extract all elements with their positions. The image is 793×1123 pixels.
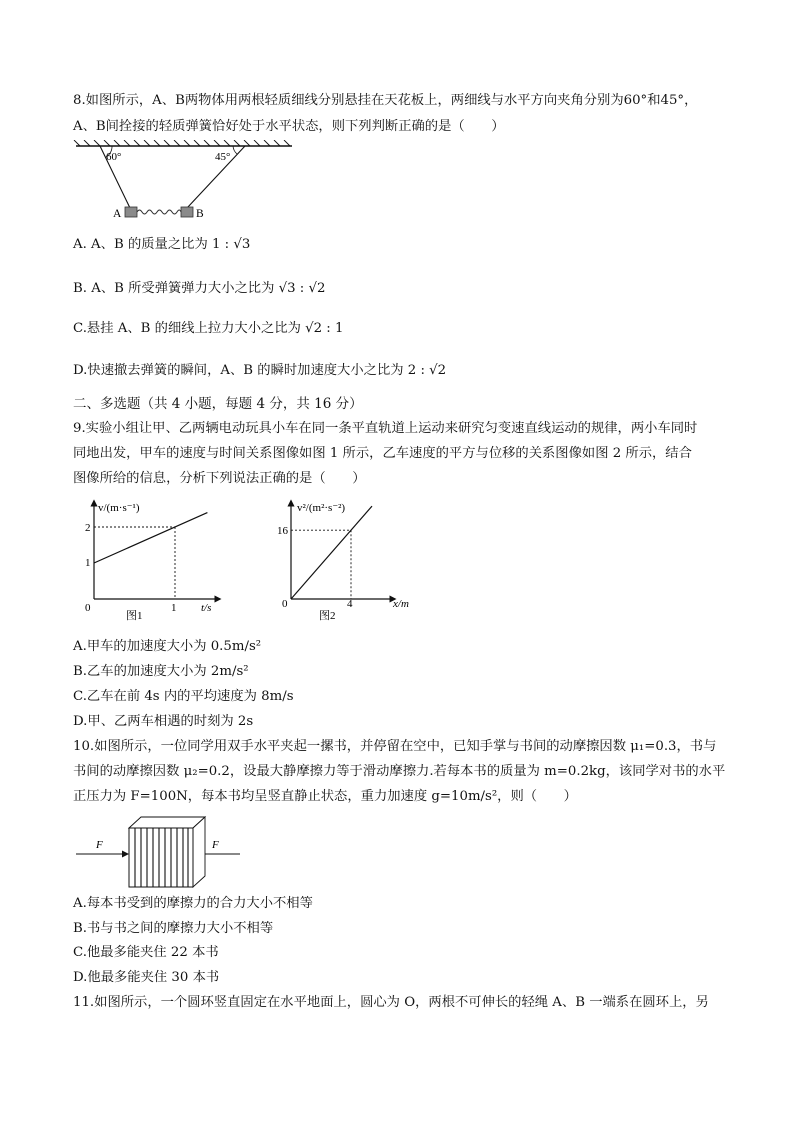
spring: [137, 210, 181, 214]
q10-option-d: D.他最多能夹住 30 本书: [73, 970, 220, 985]
q9-line-3: 图像所给的信息，分析下列说法正确的是（ ）: [73, 471, 366, 486]
q10-figure: [72, 808, 242, 893]
fig2-ylabel: v²/(m²·s⁻²): [297, 502, 346, 514]
fig1-caption: 图1: [126, 610, 143, 622]
fig1-chart: [70, 495, 240, 625]
angle-45-label: 45°: [215, 151, 231, 163]
q10-option-c: C.他最多能夹住 22 本书: [73, 945, 219, 960]
q8-option-b: B. A、B 所受弹簧弹力大小之比为 √3 : √2: [73, 281, 326, 296]
q9-option-d: D.甲、乙两车相遇的时刻为 2s: [73, 714, 254, 729]
q10-option-b: B.书与书之间的摩擦力大小不相等: [73, 921, 274, 936]
q8-line-1: 8.如图所示，A、B两物体用两根轻质细线分别悬挂在天花板上，两细线与水平方向夹角分别为60°和45°，: [73, 93, 698, 108]
q9-line-1: 9.实验小组让甲、乙两辆电动玩具小车在同一条平直轨道上运动来研究匀变速直线运动的规律，两小车同时: [73, 421, 698, 436]
block-a: [125, 207, 137, 217]
fig1-tick-x1: 1: [171, 602, 177, 614]
q9-option-a: A.甲车的加速度大小为 0.5m/s²: [73, 639, 262, 654]
q8-option-a: A. A、B 的质量之比为 1 : √3: [73, 237, 251, 252]
q10-line-2: 书间的动摩擦因数 μ₂=0.2，设最大静摩擦力等于滑动摩擦力.若每本书的质量为 m=0.2kg，该同学对书的水平: [73, 764, 726, 779]
ceiling-hatch: [74, 140, 290, 146]
angle-60-label: 60°: [106, 151, 122, 163]
book-stack-side: [193, 817, 205, 887]
fig1-xlabel: t/s: [201, 602, 212, 614]
fig2-tick-x4: 4: [347, 598, 353, 610]
force-right-label: F: [212, 839, 219, 851]
q8-figure: [70, 140, 300, 230]
q8-line-2: A、B间拴接的轻质弹簧恰好处于水平状态，则下列判断正确的是（ ）: [73, 119, 505, 134]
fig2-chart: [275, 495, 425, 625]
q9-option-c: C.乙车在前 4s 内的平均速度为 8m/s: [73, 689, 294, 704]
fig1-ylabel: v/(m·s⁻¹): [98, 502, 140, 514]
force-left-label: F: [96, 839, 103, 851]
fig2-origin: 0: [282, 598, 288, 610]
q10-option-a: A.每本书受到的摩擦力的合力大小不相等: [73, 896, 313, 911]
q11-line-1: 11.如图所示，一个圆环竖直固定在水平地面上，圆心为 O，两根不可伸长的轻绳 A、B 一端系在圆环上，另: [73, 995, 709, 1010]
fig2-tick-y16: 16: [277, 525, 288, 537]
q9-line-2: 同地出发，甲车的速度与时间关系图像如图 1 所示，乙车速度的平方与位移的关系图像如图 2 所示，结合: [73, 446, 692, 461]
fig1-series-line: [94, 513, 207, 563]
q8-option-c: C.悬挂 A、B 的细线上拉力大小之比为 √2 : 1: [73, 321, 344, 336]
label-a: A: [113, 208, 122, 220]
q10-line-3: 正压力为 F=100N，每本书均呈竖直静止状态，重力加速度 g=10m/s²，则（ ）: [73, 789, 577, 804]
q9-option-b: B.乙车的加速度大小为 2m/s²: [73, 664, 249, 679]
label-b: B: [196, 208, 204, 220]
q10-line-1: 10.如图所示，一位同学用双手水平夹起一摞书，并停留在空中，已知手掌与书间的动摩擦因数 μ₁=0.3，书与: [73, 739, 717, 754]
fig1-tick-y2: 2: [85, 522, 91, 534]
section-heading: 二、多选题（共 4 小题，每题 4 分，共 16 分）: [73, 396, 363, 412]
book-stack-top: [129, 817, 205, 828]
block-b: [181, 207, 193, 217]
fig2-xlabel: x/m: [393, 598, 409, 610]
fig2-caption: 图2: [319, 610, 336, 622]
q8-option-d: D.快速撤去弹簧的瞬间，A、B 的瞬时加速度大小之比为 2 : √2: [73, 363, 447, 378]
fig2-series-line: [291, 506, 372, 599]
fig1-origin: 0: [85, 602, 91, 614]
fig1-tick-y1: 1: [85, 557, 91, 569]
